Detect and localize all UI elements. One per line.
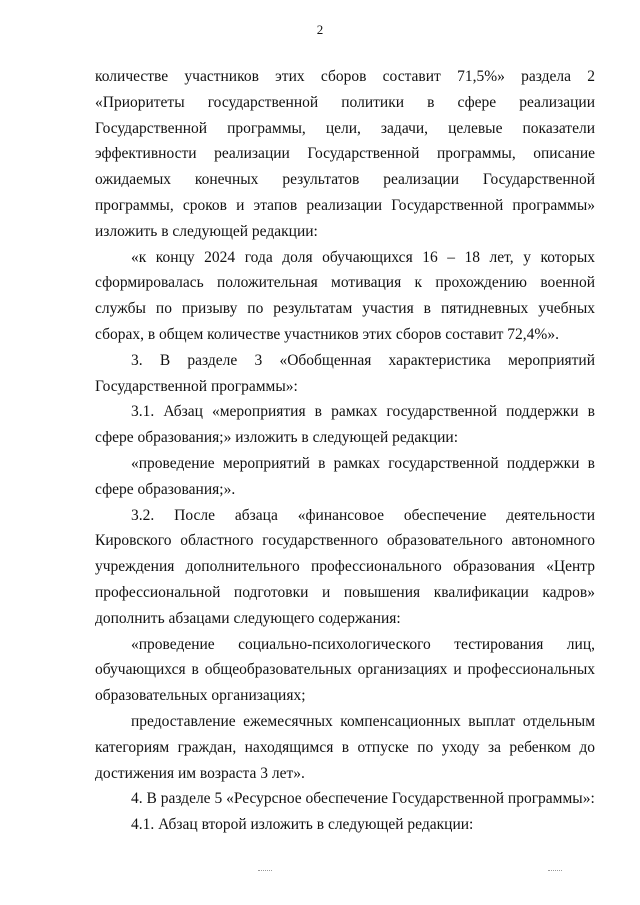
paragraph-section-4: 4. В разделе 5 «Ресурсное обеспечение Государственной программы»: [131, 790, 595, 808]
paragraph-item-3-1: 3.1. Абзац «мероприятия в рамках государственной поддержки в сфере образования;» изложить в следующей редакции: [95, 403, 595, 447]
scan-artifact-mark [258, 870, 272, 871]
paragraph-item-3-2-added-1: «проведение социально-психологического тестирования лиц, обучающихся в общеобразовательных организациях и профессиональных образовательных организациях; [95, 635, 595, 705]
paragraph-item-3-2-added-2: предоставление ежемесячных компенсационных выплат отдельным категориям граждан, находящимся в отпуске по уходу за ребенком до достижения им возраста 3 лет». [95, 712, 595, 782]
paragraph-quote-target-value: «к концу 2024 года доля обучающихся 16 – 18 лет, у которых сформировалась положительная мотивация к прохождению военной службы по призыву по результатам участия в пятидневных учебных сборах, в общем количестве участников этих сборов составит 72,4%». [95, 248, 595, 343]
document-body [95, 64, 595, 838]
paragraph-item-3-1-text: «проведение мероприятий в рамках государственной поддержки в сфере образования;». [95, 454, 595, 498]
paragraph-item-4-1: 4.1. Абзац второй изложить в следующей редакции: [131, 816, 474, 834]
paragraph-item-3-2: 3.2. После абзаца «финансовое обеспечение деятельности Кировского областного государственного образовательного автономного учреждения дополнительного профессионального образования «Центр профессиональной подготовки и повышения квалификации кадров» дополнить абзацами следующего содержания: [95, 506, 595, 627]
page-number: 2 [316, 22, 324, 37]
scan-artifact-mark [548, 870, 562, 871]
paragraph-section-3: 3. В разделе 3 «Обобщенная характеристика мероприятий Государственной программы»: [95, 351, 595, 395]
paragraph-continuation: количестве участников этих сборов составит 71,5%» раздела 2 «Приоритеты государственной политики в сфере реализации Государственной программы, цели, задачи, целевые показатели эффективности реализации Государственной программы, описание ожидаемых конечных результатов реализации Государственной программы, сроков и этапов реализации Государственной программы» изложить в следующей редакции: [95, 68, 595, 240]
